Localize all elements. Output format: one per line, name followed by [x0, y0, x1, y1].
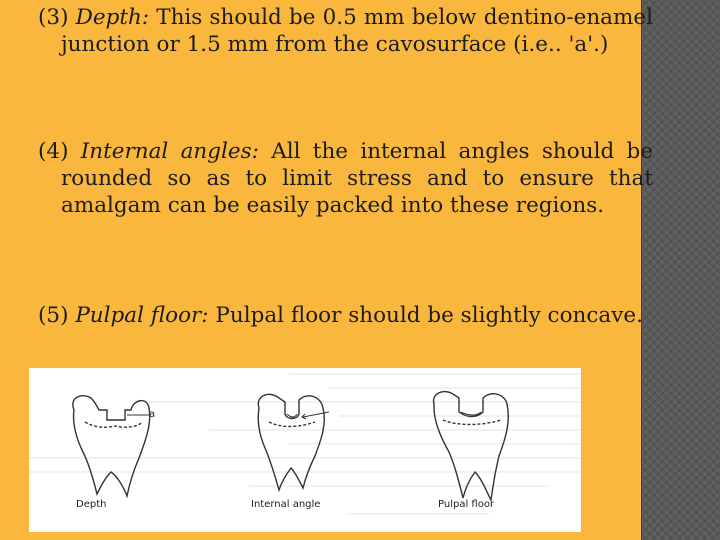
item-term: Internal angles: — [80, 139, 259, 164]
item-text: All the internal angles should be rounded so as to limit stress and to ensure that amalgam can be easily packed into these regions. — [61, 139, 653, 218]
paragraph-depth — [38, 4, 653, 58]
decorative-side-panel — [641, 0, 720, 540]
caption-pulpal-floor: Pulpal floor — [438, 499, 495, 510]
item-text: This should be 0.5 mm below dentino-enamel junction or 1.5 mm from the cavosurface (i.e.. 'a'.) — [61, 5, 653, 57]
tooth-cavity-figure — [29, 368, 581, 532]
tooth-pulpal-floor — [434, 392, 509, 500]
tooth-internal-angle — [258, 394, 329, 490]
item-text: Pulpal floor should be slightly concave. — [208, 303, 643, 328]
tooth-depth — [73, 396, 150, 496]
caption-depth: Depth — [76, 499, 107, 510]
item-term: Depth: — [75, 5, 150, 30]
paragraph-pulpal-floor — [38, 302, 653, 329]
item-number: (3) — [38, 5, 69, 30]
item-number: (5) — [38, 303, 69, 328]
paragraph-internal-angles — [38, 138, 653, 219]
caption-internal-angle: Internal angle — [251, 499, 321, 510]
item-term: Pulpal floor: — [75, 303, 209, 328]
label-a: a — [149, 409, 156, 420]
item-number: (4) — [38, 139, 69, 164]
